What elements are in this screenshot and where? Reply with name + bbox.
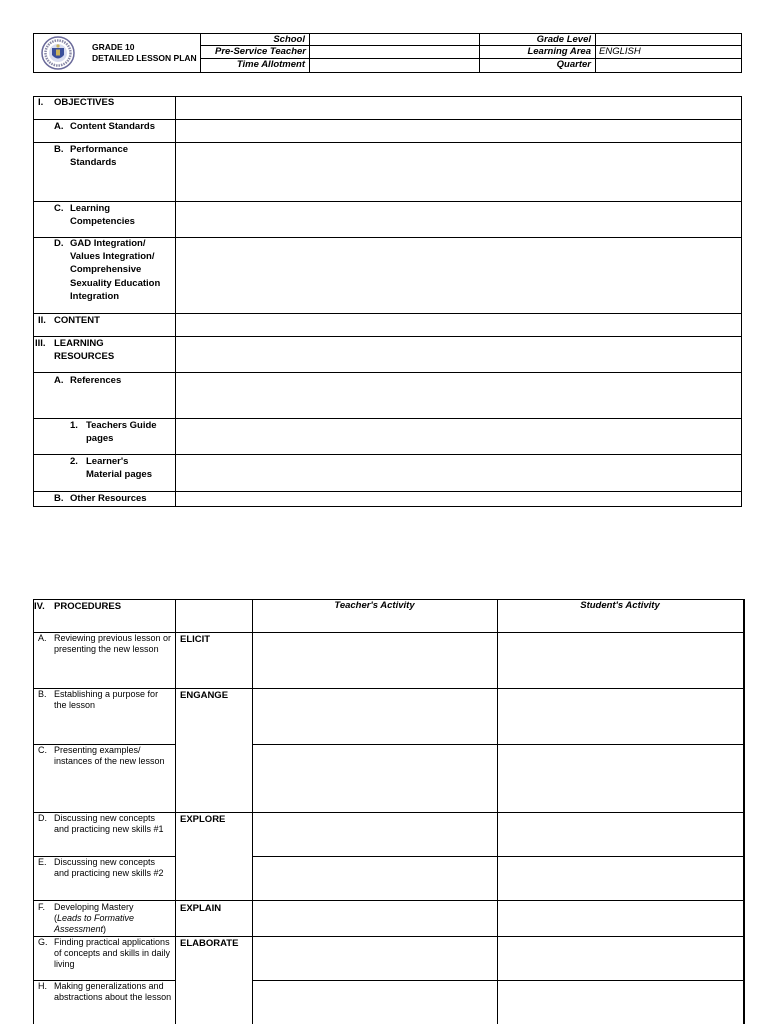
- phase-engange: ENGANGE: [180, 690, 229, 701]
- learning-resources-field[interactable]: [177, 337, 740, 371]
- references-label: A. References: [54, 375, 122, 386]
- phase-elaborate: ELABORATE: [180, 938, 239, 949]
- grade-level-field[interactable]: [598, 34, 738, 45]
- teacher-activity-f[interactable]: [254, 902, 496, 935]
- content-field[interactable]: [177, 314, 740, 335]
- teacher-activity-c[interactable]: [254, 746, 496, 811]
- procedure-row-a: A. Reviewing previous lesson or presenting the new lesson: [38, 633, 172, 654]
- plan-type-label: DETAILED LESSON PLAN: [92, 53, 197, 63]
- learners-material-pages-field[interactable]: [177, 455, 740, 490]
- learning-competencies-label: C. Learning Competencies: [54, 203, 135, 227]
- grade-level-label: Grade Level: [536, 34, 591, 45]
- student-activity-a[interactable]: [499, 634, 742, 687]
- performance-standards-field[interactable]: [177, 143, 740, 200]
- learning-area-field[interactable]: ENGLISH: [599, 46, 641, 57]
- content-heading: II. CONTENT: [38, 315, 100, 326]
- phase-explain: EXPLAIN: [180, 903, 222, 914]
- other-resources-field[interactable]: [177, 492, 740, 506]
- student-activity-e[interactable]: [499, 858, 742, 899]
- gad-integration-field[interactable]: [177, 238, 740, 312]
- learning-area-label: Learning Area: [527, 46, 591, 57]
- teacher-activity-g[interactable]: [254, 938, 496, 979]
- procedure-row-e: E. Discussing new concepts and practicing new skills #2: [38, 857, 164, 878]
- content-standards-field[interactable]: [177, 120, 740, 141]
- time-allotment-field[interactable]: [311, 59, 477, 70]
- teacher-activity-a[interactable]: [254, 634, 496, 687]
- references-field[interactable]: [177, 373, 740, 417]
- quarter-label: Quarter: [556, 59, 591, 70]
- procedure-row-b: B. Establishing a purpose for the lesson: [38, 689, 159, 710]
- procedures-heading: IV. PROCEDURES: [34, 601, 122, 612]
- teacher-activity-e[interactable]: [254, 858, 496, 899]
- learners-material-pages-label: 2. Learner's Material pages: [70, 456, 152, 480]
- school-field[interactable]: [311, 34, 477, 45]
- teachers-guide-pages-field[interactable]: [177, 419, 740, 453]
- phase-elicit: ELICIT: [180, 634, 211, 645]
- teachers-guide-pages-label: 1. Teachers Guide pages: [70, 420, 157, 444]
- student-activity-d[interactable]: [499, 814, 742, 855]
- gad-integration-label: D. GAD Integration/ Values Integration/ Comprehensive Sexuality Education Integration: [54, 238, 161, 302]
- procedure-row-c: C. Presenting examples/ instances of the new lesson: [38, 745, 165, 766]
- school-label: School: [273, 34, 305, 45]
- procedure-row-f: F. Developing Mastery (Leads to Formative Assessment): [38, 902, 135, 934]
- pre-service-teacher-label: Pre-Service Teacher: [214, 46, 306, 57]
- student-activity-f[interactable]: [499, 902, 742, 935]
- student-activity-g[interactable]: [499, 938, 742, 979]
- pre-service-teacher-field[interactable]: [311, 46, 477, 57]
- objectives-heading: I. OBJECTIVES: [38, 97, 115, 108]
- objectives-field[interactable]: [177, 97, 740, 118]
- teacher-activity-h[interactable]: [254, 982, 496, 1024]
- procedure-row-g: G. Finding practical applications of concepts and skills in daily living: [38, 937, 171, 969]
- student-activity-b[interactable]: [499, 690, 742, 743]
- learning-resources-heading: III. LEARNING RESOURCES: [35, 338, 115, 362]
- phase-explore: EXPLORE: [180, 814, 226, 825]
- students-activity-header: Student's Activity: [580, 600, 660, 611]
- grade-label: GRADE 10: [92, 42, 135, 52]
- procedure-row-d: D. Discussing new concepts and practicing new skills #1: [38, 813, 164, 834]
- teachers-activity-header: Teacher's Activity: [334, 600, 415, 611]
- other-resources-label: B. Other Resources: [54, 493, 147, 504]
- quarter-field[interactable]: [598, 59, 738, 70]
- teacher-activity-b[interactable]: [254, 690, 496, 743]
- procedure-row-h: H. Making generalizations and abstractions about the lesson: [38, 981, 172, 1002]
- performance-standards-label: B. Performance Standards: [54, 144, 129, 168]
- learning-competencies-field[interactable]: [177, 202, 740, 236]
- time-allotment-label: Time Allotment: [236, 59, 305, 70]
- student-activity-h[interactable]: [499, 982, 742, 1024]
- student-activity-c[interactable]: [499, 746, 742, 811]
- teacher-activity-d[interactable]: [254, 814, 496, 855]
- content-standards-label: A. Content Standards: [54, 121, 155, 132]
- deped-seal-logo: [41, 35, 75, 71]
